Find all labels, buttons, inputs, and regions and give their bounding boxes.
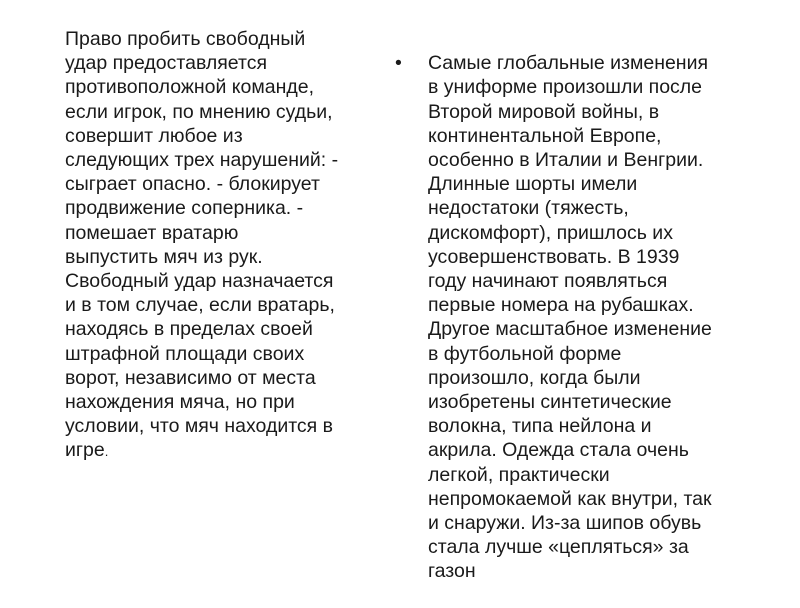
bullet-item (395, 51, 755, 583)
free-kick-paragraph: Право пробить свободный удар предоставляется противоположной команде, если игрок, по мнению судьи, совершит любое из следующих трех нарушений: - сыграет опасно. - блокирует продвижение соперника. - помешает вратарю выпустить мяч из рук. Свободный удар назначается и в том случае, если вратарь, находясь в пределах своей штрафной площади своих ворот, независимо от места нахождения мяча, но при условии, что мяч находится в игре (65, 28, 339, 462)
bullet-icon: • (395, 52, 402, 75)
uniform-history-paragraph: Самые глобальные изменения в униформе произошли после Второй мировой войны, в континентальной Европе, особенно в Италии и Венгрии. Длинные шорты имели недостатоки (тяжесть, дискомфорт), пришлось их усовершенствовать. В 1939 году начинают появляться первые номера на рубашках. Другое масштабное изменение в футбольной форме произошло, когда были изобретены синтетические волокна, типа нейлона и акрила. Одежда стала очень легкой, практически непромокаемой как внутри, так и снаружи. Из-за шипов обувь стала лучше «цепляться» за газон (428, 52, 712, 583)
left-text-column (65, 27, 375, 465)
right-text-column (395, 27, 755, 608)
paragraph-end-mark: . (104, 444, 109, 460)
